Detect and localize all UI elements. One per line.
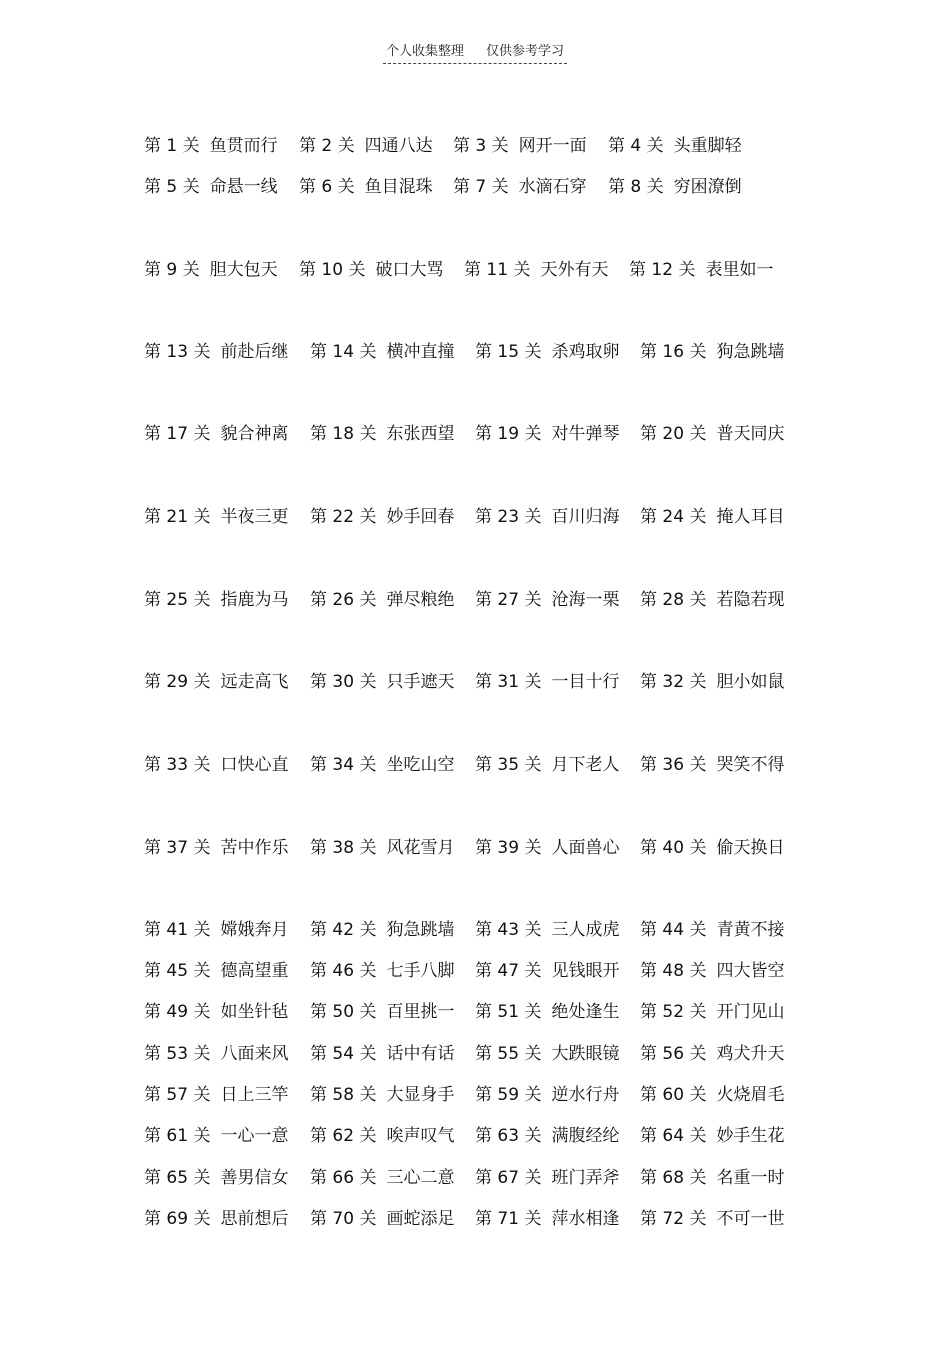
level-entry xyxy=(144,134,278,158)
level-number: 第 36 关 xyxy=(640,755,707,775)
level-number: 第 16 关 xyxy=(640,342,707,362)
header-right-text: 仅供参考学习 xyxy=(486,44,565,59)
level-entry xyxy=(310,588,454,612)
level-number: 第 47 关 xyxy=(475,961,542,981)
level-number: 第 27 关 xyxy=(475,590,542,610)
level-idiom: 命悬一线 xyxy=(209,177,278,197)
level-number: 第 5 关 xyxy=(144,177,200,197)
level-number: 第 54 关 xyxy=(310,1044,377,1064)
level-number: 第 23 关 xyxy=(475,507,542,527)
level-number: 第 65 关 xyxy=(144,1168,211,1188)
level-idiom: 不可一世 xyxy=(716,1209,785,1229)
level-entry xyxy=(640,1124,784,1148)
level-entry xyxy=(475,753,619,777)
level-entry xyxy=(144,836,288,860)
level-entry xyxy=(640,836,784,860)
level-idiom: 鱼贯而行 xyxy=(209,136,278,156)
level-entry xyxy=(475,422,619,446)
level-idiom: 弹尽粮绝 xyxy=(386,590,455,610)
level-idiom: 沧海一栗 xyxy=(551,590,620,610)
level-number: 第 69 关 xyxy=(144,1209,211,1229)
level-entry xyxy=(144,258,278,282)
level-number: 第 2 关 xyxy=(299,136,355,156)
level-entry xyxy=(144,175,278,199)
level-idiom: 百里挑一 xyxy=(386,1002,455,1022)
level-entry xyxy=(453,134,587,158)
level-number: 第 38 关 xyxy=(310,838,377,858)
level-idiom: 掩人耳目 xyxy=(716,507,785,527)
level-entry xyxy=(144,1000,288,1024)
level-number: 第 14 关 xyxy=(310,342,377,362)
level-entry xyxy=(608,134,742,158)
level-number: 第 66 关 xyxy=(310,1168,377,1188)
level-number: 第 3 关 xyxy=(453,136,509,156)
level-number: 第 6 关 xyxy=(299,177,355,197)
level-idiom: 三心二意 xyxy=(386,1168,455,1188)
level-number: 第 41 关 xyxy=(144,920,211,940)
level-number: 第 51 关 xyxy=(475,1002,542,1022)
level-number: 第 42 关 xyxy=(310,920,377,940)
level-entry xyxy=(310,1124,454,1148)
level-number: 第 50 关 xyxy=(310,1002,377,1022)
level-number: 第 59 关 xyxy=(475,1085,542,1105)
level-number: 第 58 关 xyxy=(310,1085,377,1105)
level-number: 第 30 关 xyxy=(310,672,377,692)
level-entry xyxy=(144,1042,288,1066)
level-number: 第 1 关 xyxy=(144,136,200,156)
level-entry xyxy=(640,959,784,983)
level-number: 第 22 关 xyxy=(310,507,377,527)
level-idiom: 网开一面 xyxy=(518,136,587,156)
header-text xyxy=(386,40,564,64)
level-number: 第 31 关 xyxy=(475,672,542,692)
level-idiom: 名重一时 xyxy=(716,1168,785,1188)
level-idiom: 开门见山 xyxy=(716,1002,785,1022)
level-number: 第 39 关 xyxy=(475,838,542,858)
level-number: 第 28 关 xyxy=(640,590,707,610)
level-number: 第 71 关 xyxy=(475,1209,542,1229)
level-entry xyxy=(310,340,454,364)
level-entry xyxy=(144,340,288,364)
level-entry xyxy=(640,753,784,777)
level-idiom: 百川归海 xyxy=(551,507,620,527)
level-number: 第 24 关 xyxy=(640,507,707,527)
level-entry xyxy=(475,1042,619,1066)
level-number: 第 56 关 xyxy=(640,1044,707,1064)
level-number: 第 25 关 xyxy=(144,590,211,610)
level-entry xyxy=(475,1083,619,1107)
level-idiom: 天外有天 xyxy=(540,260,609,280)
level-idiom: 见钱眼开 xyxy=(551,961,620,981)
level-idiom: 苦中作乐 xyxy=(220,838,289,858)
level-number: 第 60 关 xyxy=(640,1085,707,1105)
level-idiom: 八面来风 xyxy=(220,1044,289,1064)
level-number: 第 43 关 xyxy=(475,920,542,940)
level-idiom: 口快心直 xyxy=(220,755,289,775)
level-entry xyxy=(310,918,454,942)
level-idiom: 东张西望 xyxy=(386,424,455,444)
level-idiom: 远走高飞 xyxy=(220,672,289,692)
level-idiom: 坐吃山空 xyxy=(386,755,455,775)
level-entry xyxy=(310,1083,454,1107)
level-idiom: 四大皆空 xyxy=(716,961,785,981)
level-idiom: 青黄不接 xyxy=(716,920,785,940)
level-idiom: 妙手回春 xyxy=(386,507,455,527)
level-number: 第 9 关 xyxy=(144,260,200,280)
level-entry xyxy=(475,1166,619,1190)
level-idiom: 指鹿为马 xyxy=(220,590,289,610)
level-entry xyxy=(640,1166,784,1190)
level-idiom: 哭笑不得 xyxy=(716,755,785,775)
level-number: 第 13 关 xyxy=(144,342,211,362)
level-entry xyxy=(144,1207,288,1231)
level-number: 第 12 关 xyxy=(629,260,696,280)
level-number: 第 68 关 xyxy=(640,1168,707,1188)
level-entry xyxy=(144,670,288,694)
level-entry xyxy=(464,258,608,282)
level-entry xyxy=(299,258,443,282)
level-entry xyxy=(144,753,288,777)
level-entry xyxy=(310,670,454,694)
level-number: 第 44 关 xyxy=(640,920,707,940)
level-idiom: 思前想后 xyxy=(220,1209,289,1229)
level-entry xyxy=(310,1166,454,1190)
level-idiom: 日上三竿 xyxy=(220,1085,289,1105)
level-idiom: 善男信女 xyxy=(220,1168,289,1188)
level-entry xyxy=(310,753,454,777)
level-number: 第 61 关 xyxy=(144,1126,211,1146)
level-entry xyxy=(144,918,288,942)
level-entry xyxy=(640,1000,784,1024)
level-idiom: 大显身手 xyxy=(386,1085,455,1105)
level-idiom: 火烧眉毛 xyxy=(716,1085,785,1105)
level-number: 第 19 关 xyxy=(475,424,542,444)
level-entry xyxy=(144,1124,288,1148)
level-entry xyxy=(310,836,454,860)
level-idiom: 嫦娥奔月 xyxy=(220,920,289,940)
level-idiom: 逆水行舟 xyxy=(551,1085,620,1105)
level-entry xyxy=(640,1042,784,1066)
level-number: 第 63 关 xyxy=(475,1126,542,1146)
level-number: 第 55 关 xyxy=(475,1044,542,1064)
level-idiom: 如坐针毡 xyxy=(220,1002,289,1022)
level-entry xyxy=(608,175,742,199)
level-number: 第 64 关 xyxy=(640,1126,707,1146)
level-idiom: 七手八脚 xyxy=(386,961,455,981)
level-idiom: 对牛弹琴 xyxy=(551,424,620,444)
level-number: 第 67 关 xyxy=(475,1168,542,1188)
level-entry xyxy=(475,1207,619,1231)
level-idiom: 狗急跳墙 xyxy=(716,342,785,362)
level-number: 第 32 关 xyxy=(640,672,707,692)
level-entry xyxy=(475,836,619,860)
level-number: 第 8 关 xyxy=(608,177,664,197)
level-entry xyxy=(144,1083,288,1107)
level-idiom: 班门弄斧 xyxy=(551,1168,620,1188)
level-entry xyxy=(310,422,454,446)
level-idiom: 貌合神离 xyxy=(220,424,289,444)
level-entry xyxy=(310,505,454,529)
level-idiom: 狗急跳墙 xyxy=(386,920,455,940)
level-entry xyxy=(475,340,619,364)
level-entry xyxy=(144,588,288,612)
level-idiom: 胆大包天 xyxy=(209,260,278,280)
level-idiom: 半夜三更 xyxy=(220,507,289,527)
level-idiom: 三人成虎 xyxy=(551,920,620,940)
level-idiom: 偷天换日 xyxy=(716,838,785,858)
level-idiom: 风花雪月 xyxy=(386,838,455,858)
level-entry xyxy=(640,340,784,364)
level-number: 第 72 关 xyxy=(640,1209,707,1229)
level-number: 第 10 关 xyxy=(299,260,366,280)
level-entry xyxy=(144,1166,288,1190)
level-number: 第 46 关 xyxy=(310,961,377,981)
level-number: 第 11 关 xyxy=(464,260,531,280)
level-number: 第 21 关 xyxy=(144,507,211,527)
level-entry xyxy=(299,175,433,199)
level-idiom: 水滴石穿 xyxy=(518,177,587,197)
level-idiom: 话中有话 xyxy=(386,1044,455,1064)
level-entry xyxy=(475,588,619,612)
level-entry xyxy=(629,258,773,282)
level-idiom: 表里如一 xyxy=(705,260,774,280)
level-number: 第 52 关 xyxy=(640,1002,707,1022)
level-number: 第 20 关 xyxy=(640,424,707,444)
level-idiom: 横冲直撞 xyxy=(386,342,455,362)
level-number: 第 57 关 xyxy=(144,1085,211,1105)
level-entry xyxy=(475,1000,619,1024)
level-idiom: 杀鸡取卵 xyxy=(551,342,620,362)
level-entry xyxy=(640,588,784,612)
level-idiom: 前赴后继 xyxy=(220,342,289,362)
level-idiom: 月下老人 xyxy=(551,755,620,775)
level-idiom: 破口大骂 xyxy=(375,260,444,280)
level-number: 第 15 关 xyxy=(475,342,542,362)
level-number: 第 7 关 xyxy=(453,177,509,197)
level-entry xyxy=(310,959,454,983)
level-number: 第 17 关 xyxy=(144,424,211,444)
level-entry xyxy=(475,670,619,694)
level-idiom: 绝处逢生 xyxy=(551,1002,620,1022)
level-idiom: 头重脚轻 xyxy=(673,136,742,156)
level-idiom: 鸡犬升天 xyxy=(716,1044,785,1064)
level-number: 第 33 关 xyxy=(144,755,211,775)
level-entry xyxy=(475,959,619,983)
level-idiom: 只手遮天 xyxy=(386,672,455,692)
level-entry xyxy=(144,505,288,529)
level-idiom: 一目十行 xyxy=(551,672,620,692)
level-idiom: 穷困潦倒 xyxy=(673,177,742,197)
header-left-text: 个人收集整理 xyxy=(385,44,464,59)
level-number: 第 48 关 xyxy=(640,961,707,981)
level-entry xyxy=(453,175,587,199)
level-idiom: 若隐若现 xyxy=(716,590,785,610)
level-idiom: 唉声叹气 xyxy=(386,1126,455,1146)
level-idiom: 人面兽心 xyxy=(551,838,620,858)
level-idiom: 满腹经纶 xyxy=(551,1126,620,1146)
level-entry xyxy=(640,1207,784,1231)
level-idiom: 大跌眼镜 xyxy=(551,1044,620,1064)
level-entry xyxy=(144,959,288,983)
level-number: 第 4 关 xyxy=(608,136,664,156)
level-number: 第 45 关 xyxy=(144,961,211,981)
level-entry xyxy=(640,918,784,942)
level-entry xyxy=(310,1207,454,1231)
level-number: 第 34 关 xyxy=(310,755,377,775)
level-entry xyxy=(299,134,433,158)
level-entry xyxy=(475,505,619,529)
level-number: 第 53 关 xyxy=(144,1044,211,1064)
level-number: 第 49 关 xyxy=(144,1002,211,1022)
level-entry xyxy=(475,918,619,942)
level-entry xyxy=(640,505,784,529)
level-number: 第 62 关 xyxy=(310,1126,377,1146)
level-idiom: 胆小如鼠 xyxy=(716,672,785,692)
level-number: 第 18 关 xyxy=(310,424,377,444)
level-entry xyxy=(640,670,784,694)
level-number: 第 29 关 xyxy=(144,672,211,692)
level-idiom: 普天同庆 xyxy=(716,424,785,444)
level-idiom: 萍水相逢 xyxy=(551,1209,620,1229)
level-number: 第 40 关 xyxy=(640,838,707,858)
level-idiom: 一心一意 xyxy=(220,1126,289,1146)
level-entry xyxy=(310,1000,454,1024)
level-number: 第 35 关 xyxy=(475,755,542,775)
level-idiom: 德高望重 xyxy=(220,961,289,981)
level-idiom: 妙手生花 xyxy=(716,1126,785,1146)
level-entry xyxy=(475,1124,619,1148)
level-entry xyxy=(310,1042,454,1066)
level-number: 第 37 关 xyxy=(144,838,211,858)
level-entry xyxy=(640,422,784,446)
level-number: 第 26 关 xyxy=(310,590,377,610)
level-idiom: 鱼目混珠 xyxy=(364,177,433,197)
level-idiom: 四通八达 xyxy=(364,136,433,156)
level-number: 第 70 关 xyxy=(310,1209,377,1229)
level-entry xyxy=(640,1083,784,1107)
level-entry xyxy=(144,422,288,446)
level-idiom: 画蛇添足 xyxy=(386,1209,455,1229)
page-header xyxy=(0,40,950,64)
